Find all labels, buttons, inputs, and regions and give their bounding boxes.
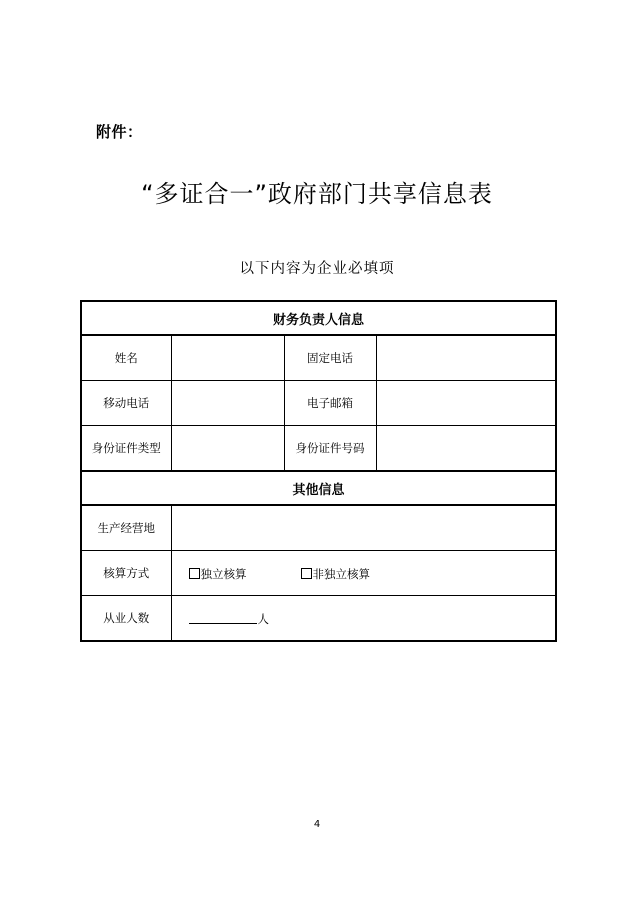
table-row [81,551,556,596]
name-label: 姓名 [81,335,171,381]
table-row [81,335,556,381]
page-number: 4 [313,819,321,830]
accounting-label: 核算方式 [81,551,171,596]
checkbox-icon[interactable] [189,568,200,579]
employees-label: 从业人数 [81,596,171,642]
table-row [81,505,556,551]
accounting-option-independent[interactable] [189,566,247,582]
employees-count-field[interactable] [189,611,257,624]
page-subtitle: 以下内容为企业必填项 [239,261,395,277]
accounting-options [171,551,556,596]
accounting-option-1-label: 独立核算 [200,567,247,581]
id-number-label: 身份证件号码 [284,426,376,472]
landline-label: 固定电话 [284,335,376,381]
other-section-header-row [81,471,556,505]
mobile-field[interactable] [171,381,284,426]
business-place-label: 生产经营地 [81,505,171,551]
id-type-label: 身份证件类型 [81,426,171,472]
table-row [81,381,556,426]
business-place-field[interactable] [171,505,556,551]
accounting-option-non-independent[interactable] [301,566,371,582]
email-label: 电子邮箱 [284,381,376,426]
other-section-heading: 其他信息 [81,471,556,505]
id-number-field[interactable] [376,426,556,472]
page-title: “多证合一”政府部门共享信息表 [141,180,493,208]
employees-cell [171,596,556,642]
employees-unit: 人 [257,612,269,626]
attachment-label: 附件： [96,123,143,141]
table-row [81,596,556,642]
landline-field[interactable] [376,335,556,381]
table-row [81,426,556,472]
name-field[interactable] [171,335,284,381]
finance-section-heading: 财务负责人信息 [81,301,556,335]
accounting-option-2-label: 非独立核算 [312,567,370,581]
info-table [80,300,557,642]
id-type-field[interactable] [171,426,284,472]
checkbox-icon[interactable] [301,568,312,579]
mobile-label: 移动电话 [81,381,171,426]
finance-section-header-row [81,301,556,335]
email-field[interactable] [376,381,556,426]
